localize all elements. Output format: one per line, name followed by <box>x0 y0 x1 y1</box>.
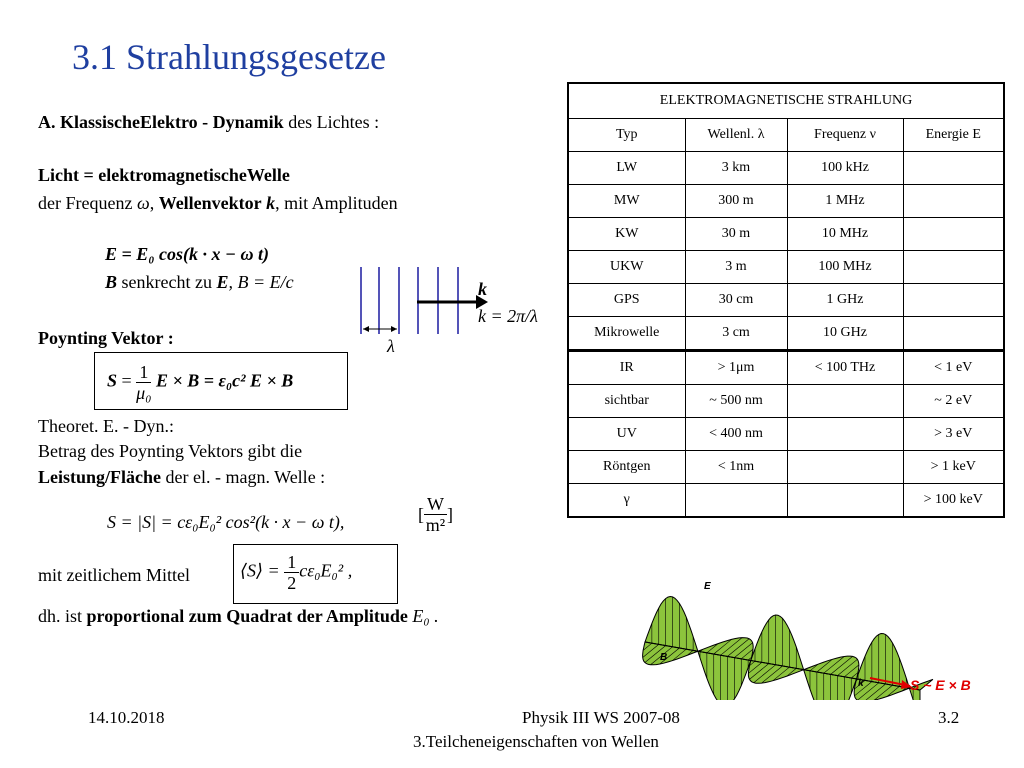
figure-label-e: E <box>704 581 711 592</box>
footer-chapter: 3.Teilcheneigenschaften von Wellen <box>413 732 659 751</box>
wave-k-equation: k = 2π/λ <box>478 306 538 326</box>
table-header-frequenz: Frequenz ν <box>787 119 903 152</box>
footer-date: 14.10.2018 <box>88 708 165 727</box>
table-row: γ > 100 keV <box>568 484 1004 518</box>
poynting-fraction: $\frac{1}{\text{μ₀}}$ <box>136 362 152 403</box>
mittel-equation-box: ⟨S⟩ = $\frac{1}{2}$ cε₀E₀² , <box>233 544 398 604</box>
figure-label-s: S ~ E × B <box>910 677 971 693</box>
wave-lambda-label: λ <box>387 336 395 356</box>
table-row: Mikrowelle 3 cm 10 GHz <box>568 317 1004 351</box>
table-row: MW 300 m 1 MHz <box>568 185 1004 218</box>
table-row: IR > 1μm < 100 THz < 1 eV <box>568 351 1004 385</box>
frequenz-line: der Frequenz ω, Wellenvektor k, mit Amplituden <box>38 193 398 213</box>
em-wave-figure <box>620 570 1000 700</box>
betrag-line: Betrag des Poynting Vektors gibt die <box>38 441 303 461</box>
equation-e-field: E = E₀ cos(k · x − ω t) <box>105 244 269 264</box>
footer-course: Physik III WS 2007-08 <box>522 708 680 727</box>
figure-label-b: B <box>660 652 668 663</box>
poynting-equation-box: S = $\frac{1}{\text{μ₀}}$ E × B = ε₀c² E × B <box>94 352 348 410</box>
page-title: 3.1 Strahlungsgesetze <box>72 37 386 77</box>
footer-page-number: 3.2 <box>938 708 960 727</box>
section-a-heading: A. KlassischeElektro - Dynamik des Lichtes : <box>38 112 380 132</box>
wave-k-label: k <box>478 279 487 299</box>
table-header-typ: Typ <box>568 119 685 152</box>
dh-line: dh. ist proportional zum Quadrat der Amplitude E₀ . <box>38 606 439 626</box>
table-header-wellenlaenge: Wellenl. λ <box>685 119 787 152</box>
table-row: Röntgen < 1nm > 1 keV <box>568 451 1004 484</box>
unit-brackets: [ $\frac{W}{\text{m²}}$ ] <box>418 494 453 535</box>
table-row: LW 3 km 100 kHz <box>568 152 1004 185</box>
licht-line: Licht = elektromagnetischeWelle <box>38 165 290 185</box>
table-title: ELEKTROMAGNETISCHE STRAHLUNG <box>568 83 1004 119</box>
leistung-line: Leistung/Fläche der el. - magn. Welle : <box>38 467 326 487</box>
table-row: GPS 30 cm 1 GHz <box>568 284 1004 317</box>
equation-s-magnitude: S = |S| = cε₀E₀² cos²(k · x − ω t), <box>107 512 345 532</box>
table-row: UV < 400 nm > 3 eV <box>568 418 1004 451</box>
mittel-text: mit zeitlichem Mittel <box>38 565 190 585</box>
table-row: sichtbar ~ 500 nm ~ 2 eV <box>568 385 1004 418</box>
table-header-energie: Energie E <box>903 119 1004 152</box>
table-row: KW 30 m 10 MHz <box>568 218 1004 251</box>
table-row: UKW 3 m 100 MHz <box>568 251 1004 284</box>
equation-b-field: B senkrecht zu E, B = E/c <box>105 272 294 292</box>
em-radiation-table <box>567 82 1005 518</box>
theoret-line: Theoret. E. - Dyn.: <box>38 416 174 436</box>
figure-label-k: k <box>858 678 864 689</box>
poynting-label: Poynting Vektor : <box>38 328 174 348</box>
